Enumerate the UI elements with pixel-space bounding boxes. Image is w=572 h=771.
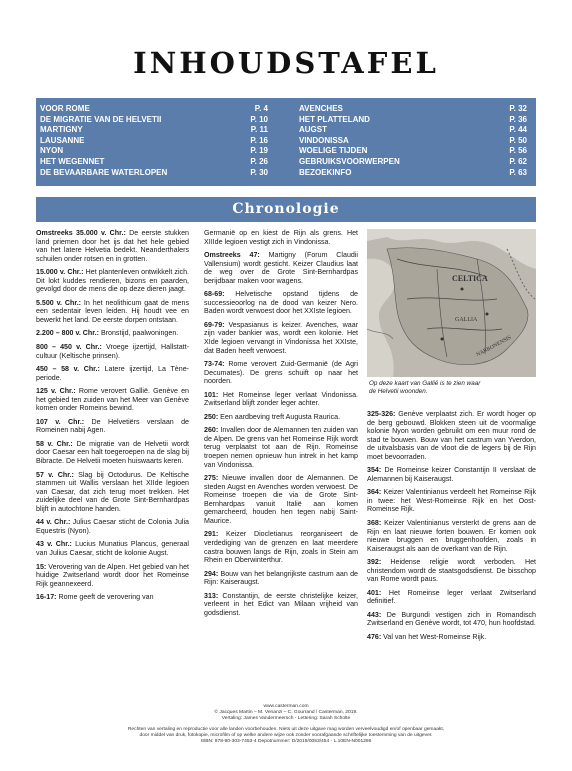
chronology-text: Lucius Munatius Plancus, generaal van Julius Caesar, sticht de kolonie Augst. bbox=[36, 540, 189, 557]
footer-legal bbox=[36, 727, 536, 746]
chronology-date: 476: bbox=[367, 633, 382, 642]
toc-entry[interactable] bbox=[40, 157, 268, 168]
map-label-celtica: CELTICA bbox=[452, 274, 488, 283]
toc-entry-label: AVENCHES bbox=[299, 104, 343, 113]
chronology-date: 44 v. Chr.: bbox=[36, 518, 71, 527]
toc-entry-label: HET WEGENNET bbox=[40, 156, 105, 166]
chronology-text: Genève verplaatst zich. Er wordt hoger op de berg gebouwd. Blokken steen uit de voormalige kolonie Nyon worden gebruikt om een muur rond de stad te bouwen. Bouw van het castrum van Yverdon, de uitvalsbasis van de vloot die de legers bij de Rijn moet bevoorraden. bbox=[367, 410, 536, 461]
toc-entry[interactable] bbox=[40, 136, 268, 147]
toc-entry-page: P. 56 bbox=[509, 146, 527, 156]
legal-line-1: Rechten van vertaling en reproductie voor alle landen voorbehouden. Niets uit deze uitgave mag worden verveelvoudigd en/of openbaar gemaakt, bbox=[127, 727, 445, 732]
map-label-gallia: GALLIA bbox=[455, 317, 478, 323]
chronology-text: Het plantenleven ontwikkelt zich. Dit lokt kuddes rendieren, bizons en paarden, gevolgd door de mens die op deze dieren jaagt. bbox=[36, 268, 190, 294]
chronology-text: Het Romeinse leger verlaat Vindonissa. Zwitserland blijft zonder leger achter. bbox=[204, 390, 358, 408]
toc-entry-page: P. 32 bbox=[509, 104, 527, 113]
chronology-date: Omstreeks 47: bbox=[204, 251, 260, 260]
chronology-text: Vespasianus is keizer. Avenches, waar zijn vader bankier was, wordt een kolonie. Het XIde legioen vervangt in Vindonissa het XXIste, dat Baden heeft verwoest. bbox=[204, 320, 358, 355]
chronology-text: In het neolithicum gaat de mens een sedentair leven leiden. Hij houdt vee en bewerkt het land. De eerste dorpen ontstaan. bbox=[36, 298, 189, 324]
chronology-date: 401: bbox=[367, 588, 382, 597]
chronology-date: 15.000 v. Chr.: bbox=[36, 268, 84, 277]
chronology-entry bbox=[204, 360, 358, 386]
toc-entry-label: AUGST bbox=[299, 125, 327, 135]
page-title: INHOUDSTAFEL bbox=[133, 46, 439, 80]
chronology-entry bbox=[36, 593, 189, 602]
toc-entry[interactable] bbox=[40, 115, 268, 126]
map-label-narbonensis: NARBONENSIS bbox=[475, 334, 513, 359]
chronology-date: 294: bbox=[204, 569, 219, 578]
chronology-date: 260: bbox=[204, 426, 219, 435]
chronology-date: 2.200 – 800 v. Chr.: bbox=[36, 329, 99, 338]
chronology-date: 364: bbox=[367, 488, 382, 497]
chronology-entry bbox=[36, 229, 189, 263]
chronology-entry bbox=[204, 229, 358, 246]
chronology-text: Bronstijd, paalwoningen. bbox=[98, 329, 179, 338]
toc-entry-label: DE MIGRATIE VAN DE HELVETII bbox=[40, 114, 162, 124]
chronology-column-1 bbox=[36, 229, 189, 607]
toc-entry-label: VOOR ROME bbox=[40, 104, 90, 113]
chronology-text: Keizer Valentinianus verdeelt het Romeinse Rijk in twee: het West-Romeinse Rijk en het Oost-Romeinse Rijk. bbox=[367, 488, 536, 514]
chronology-date: 58 v. Chr.: bbox=[36, 439, 73, 448]
toc-entry[interactable] bbox=[299, 168, 527, 179]
chronology-entry bbox=[204, 474, 358, 525]
toc-entry-page: P. 62 bbox=[509, 156, 527, 166]
chronology-entry bbox=[36, 418, 189, 435]
chronology-date: 368: bbox=[367, 519, 382, 528]
chronology-entry bbox=[367, 611, 536, 628]
chronology-entry bbox=[36, 540, 189, 557]
chronology-text: De eerste stukken land priemen door het ijs dat het hele gebied van het latere Helvetia bedekt. Neanderthalers schuilen onder rotsen en in grotten. bbox=[36, 229, 189, 263]
chronology-date: 69-79: bbox=[204, 320, 225, 329]
chronology-heading-bar bbox=[36, 197, 536, 222]
chronology-text: Martigny (Forum Claudii Vallensium) wordt gesticht. Keizer Claudius laat de weg over de Grote Sint-Bernhardpas berijdbaar maken voor wagens. bbox=[204, 251, 358, 285]
toc-entry-page: P. 16 bbox=[250, 135, 268, 145]
chronology-column-2 bbox=[204, 229, 358, 622]
chronology-entry bbox=[36, 268, 189, 294]
chronology-entry bbox=[367, 410, 536, 461]
chronology-date: 800 – 450 v. Chr.: bbox=[36, 343, 102, 352]
chronology-entry bbox=[367, 488, 536, 514]
chronology-date: 57 v. Chr.: bbox=[36, 470, 74, 479]
toc-entry-page: P. 11 bbox=[250, 125, 268, 135]
chronology-entry bbox=[204, 251, 358, 285]
toc-entry-page: P. 36 bbox=[509, 114, 527, 124]
chronology-text: Rome geeft de verovering van bbox=[56, 593, 154, 602]
chronology-date: 450 – 58 v. Chr.: bbox=[36, 365, 100, 374]
chronology-entry bbox=[204, 321, 358, 355]
toc-entry[interactable] bbox=[299, 157, 527, 168]
chronology-date: 392: bbox=[367, 558, 382, 567]
toc-entry[interactable] bbox=[40, 104, 268, 115]
chronology-text: Het Romeinse leger verlaat Zwitserland definitief. bbox=[367, 588, 536, 606]
chronology-entry bbox=[367, 589, 536, 606]
chronology-entry bbox=[367, 519, 536, 553]
chronology-text: Heidense religie wordt verboden. Het christendom wordt de staatsgodsdienst. De bisschop van Rome wordt paus. bbox=[367, 558, 536, 584]
chronology-entry bbox=[36, 365, 189, 382]
chronology-date: 291: bbox=[204, 530, 219, 539]
chronology-date: 101: bbox=[204, 390, 219, 399]
legal-line-3: ISBN: 978-90-303-7453-4 Depotnummer: D/2019/0053/454 - L.10EN-N001286 bbox=[200, 739, 372, 745]
chronology-text: Latere ijzertijd, La Tène-periode. bbox=[36, 365, 190, 382]
chronology-text: Constantijn, de eerste christelijke keizer, verleent in het Edict van Milaan vrijheid van godsdienst. bbox=[204, 591, 358, 617]
chronology-text: Verovering van de Alpen. Het gebied van het huidige Zwitserland wordt door het Romeinse Rijk geannexeerd. bbox=[36, 562, 189, 588]
toc-entry-page: P. 50 bbox=[509, 135, 527, 145]
chronology-text: Julius Caesar sticht de Colonia Julia Equestris (Nyon). bbox=[36, 518, 189, 535]
map-caption: Op deze kaart van Gallië is te zien waar de Helvetii woonden. bbox=[369, 380, 481, 395]
chronology-text: Keizer Valentinianus versterkt de grens aan de Rijn en laat nieuwe forten bouwen. Er komen ook nieuwe bruggen en bruggenhoofden, zoals in Kaiseraugst als aan de overkant van de Rijn. bbox=[367, 519, 536, 553]
toc-entry-label: LAUSANNE bbox=[40, 135, 85, 145]
chronology-date: 43 v. Chr.: bbox=[36, 540, 72, 549]
chronology-date: 68-69: bbox=[204, 290, 225, 299]
chronology-entry bbox=[36, 387, 189, 413]
chronology-entry bbox=[367, 466, 536, 483]
chronology-date: Omstreeks 35.000 v. Chr.: bbox=[36, 229, 126, 237]
chronology-text: Nieuwe invallen door de Alemannen. De steden Augst en Avenches worden verwoest. De Romeinse troepen die via de Grote Sint-Bernhardpas vanuit Italië aan komen gemarcheerd, houden hen tegen nabij Saint-Maurice. bbox=[204, 474, 358, 525]
chronology-heading: Chronologie bbox=[232, 201, 340, 217]
toc-entry-label: BEZOEKINFO bbox=[299, 167, 352, 177]
chronology-date: 15: bbox=[36, 562, 47, 571]
chronology-text: Keizer Diocletianus reorganiseert de verdediging van de grenzen en laat meerdere castra bouwen langs de Rijn, zoals in Stein am Rhein en Oberwinterthur. bbox=[204, 530, 358, 565]
toc-entry-page: P. 30 bbox=[250, 167, 268, 177]
chronology-entry bbox=[204, 592, 358, 618]
chronology-text: Rome verovert Gallië. Genève en het gebied ten zuiden van het Meer van Genève komen onder Romeins bewind. bbox=[36, 387, 189, 413]
toc-entry[interactable] bbox=[40, 125, 268, 136]
chronology-text: Germanië op en kiest de Rijn als grens. Het XIIIde legioen vestigt zich in Vindonissa. bbox=[204, 229, 358, 246]
toc-entry-page: P. 63 bbox=[509, 167, 527, 177]
toc-entry-page: P. 44 bbox=[509, 125, 527, 135]
chronology-text: De migratie van de Helvetii wordt door Caesar een halt toegeroepen na de slag bij Bibracte. De Helvetii moeten huiswaarts keren. bbox=[36, 439, 189, 466]
chronology-date: 16-17: bbox=[36, 593, 57, 602]
map-illustration bbox=[367, 229, 536, 377]
chronology-text: De Romeinse keizer Constantijn II verslaat de Alemannen bij Kaiseraugst. bbox=[367, 466, 536, 483]
toc-entry-page: P. 26 bbox=[250, 156, 268, 166]
footer-translation-credits: Vertaling: James Vandermeersch - Lettering: Sarah Scholte bbox=[221, 716, 351, 722]
chronology-text: Slag bij Octodurus. De Keltische stammen uit Wallis verslaan het XIIde legioen van Caesar, dat zich terug moet trekken. Het zuidelijke deel van de Grote Sint-Bernhardpas blijft in autochtone handen. bbox=[36, 470, 189, 513]
toc-entry[interactable] bbox=[299, 115, 527, 126]
chronology-date: 325-326: bbox=[367, 410, 396, 418]
toc-entry[interactable] bbox=[299, 125, 527, 136]
chronology-entry bbox=[204, 530, 358, 564]
chronology-entry bbox=[367, 558, 536, 584]
table-of-contents bbox=[36, 98, 536, 186]
chronology-entry bbox=[36, 518, 189, 535]
chronology-date: 443: bbox=[367, 610, 382, 619]
legal-line-2: door middel van druk, fotokopie, microfilm of op welke andere wijze ook zonder voorafgaande schriftelijke toestemming van de uitgever. bbox=[139, 733, 433, 739]
toc-right-column bbox=[299, 104, 527, 178]
chronology-entry bbox=[36, 299, 189, 325]
chronology-entry bbox=[204, 426, 358, 469]
toc-entry-label: HET PLATTELAND bbox=[299, 114, 370, 124]
chronology-date: 313: bbox=[204, 591, 219, 600]
chronology-text: De Burgundi vestigen zich in Romandisch Zwitserland en Genève wordt, tot 470, hun hoofdstad. bbox=[367, 610, 536, 628]
chronology-entry bbox=[204, 391, 358, 408]
chronology-date: 73-74: bbox=[204, 360, 225, 369]
chronology-entry bbox=[36, 563, 189, 589]
chronology-date: 354: bbox=[367, 466, 382, 475]
chronology-date: 125 v. Chr.: bbox=[36, 387, 76, 396]
chronology-date: 275: bbox=[204, 474, 219, 483]
chronology-text: Vroege ijzertijd, Hallstatt-cultuur (Keltische prinsen). bbox=[36, 343, 189, 360]
chronology-entry bbox=[36, 329, 189, 338]
chronology-entry bbox=[36, 440, 189, 466]
chronology-entry bbox=[204, 413, 358, 422]
chronology-entry bbox=[367, 633, 536, 642]
footer-copyright: © Jacques Martin – M. Venanzi – C. Gourrand / Casterman, 2019. bbox=[214, 710, 358, 716]
chronology-text: Val van het West-Romeinse Rijk. bbox=[381, 633, 487, 642]
footer-url: www.casterman.com bbox=[263, 704, 309, 709]
toc-entry[interactable] bbox=[299, 104, 527, 115]
toc-entry-label: VINDONISSA bbox=[299, 135, 349, 145]
chronology-entry bbox=[204, 290, 358, 316]
toc-entry[interactable] bbox=[299, 146, 527, 157]
toc-entry-label: WOELIGE TIJDEN bbox=[299, 146, 368, 156]
toc-entry-page: P. 19 bbox=[250, 146, 268, 156]
toc-entry-label: NYON bbox=[40, 146, 64, 156]
toc-entry[interactable] bbox=[40, 168, 268, 179]
chronology-text: Helvetische opstand tijdens de successieoorlog na de dood van keizer Nero. Baden wordt verwoest door het XXIste legioen. bbox=[204, 290, 358, 316]
chronology-text: Invallen door de Alemannen ten zuiden van de Alpen. De grens van het Romeinse Rijk wordt terug verplaatst tot aan de Rijn. Romeinse troepen nemen opnieuw hun intrek in het kamp van Vindonissa. bbox=[204, 426, 358, 469]
chronology-text: Bouw van het belangrijkste castrum aan de Rijn: Kaiseraugst. bbox=[204, 569, 358, 587]
toc-entry-label: GEBRUIKSVOORWERPEN bbox=[299, 156, 400, 166]
chronology-column-3 bbox=[367, 410, 536, 647]
chronology-date: 5.500 v. Chr.: bbox=[36, 298, 82, 307]
chronology-entry bbox=[36, 471, 189, 514]
toc-entry[interactable] bbox=[299, 136, 527, 147]
toc-entry-label: DE BEVAARBARE WATERLOPEN bbox=[40, 167, 168, 177]
toc-entry-page: P. 4 bbox=[254, 104, 268, 113]
toc-entry-page: P. 10 bbox=[250, 114, 268, 124]
chronology-entry bbox=[36, 343, 189, 360]
chronology-date: 107 v. Chr.: bbox=[36, 417, 85, 426]
chronology-text: De Helvetiërs verslaan de Romeinen nabij Agen. bbox=[36, 417, 189, 435]
toc-entry[interactable] bbox=[40, 146, 268, 157]
chronology-date: 250: bbox=[204, 412, 219, 421]
chronology-text: Rome verovert Zuid-Germanië (de Agri Decumates). De grens schuift op naar het noorden. bbox=[204, 360, 358, 386]
chronology-text: Een aardbeving treft Augusta Raurica. bbox=[218, 412, 341, 421]
chronology-entry bbox=[204, 570, 358, 587]
toc-left-column bbox=[40, 104, 268, 178]
gaul-map-image bbox=[367, 229, 536, 377]
footer-credits bbox=[36, 704, 536, 723]
toc-entry-label: MARTIGNY bbox=[40, 125, 83, 135]
